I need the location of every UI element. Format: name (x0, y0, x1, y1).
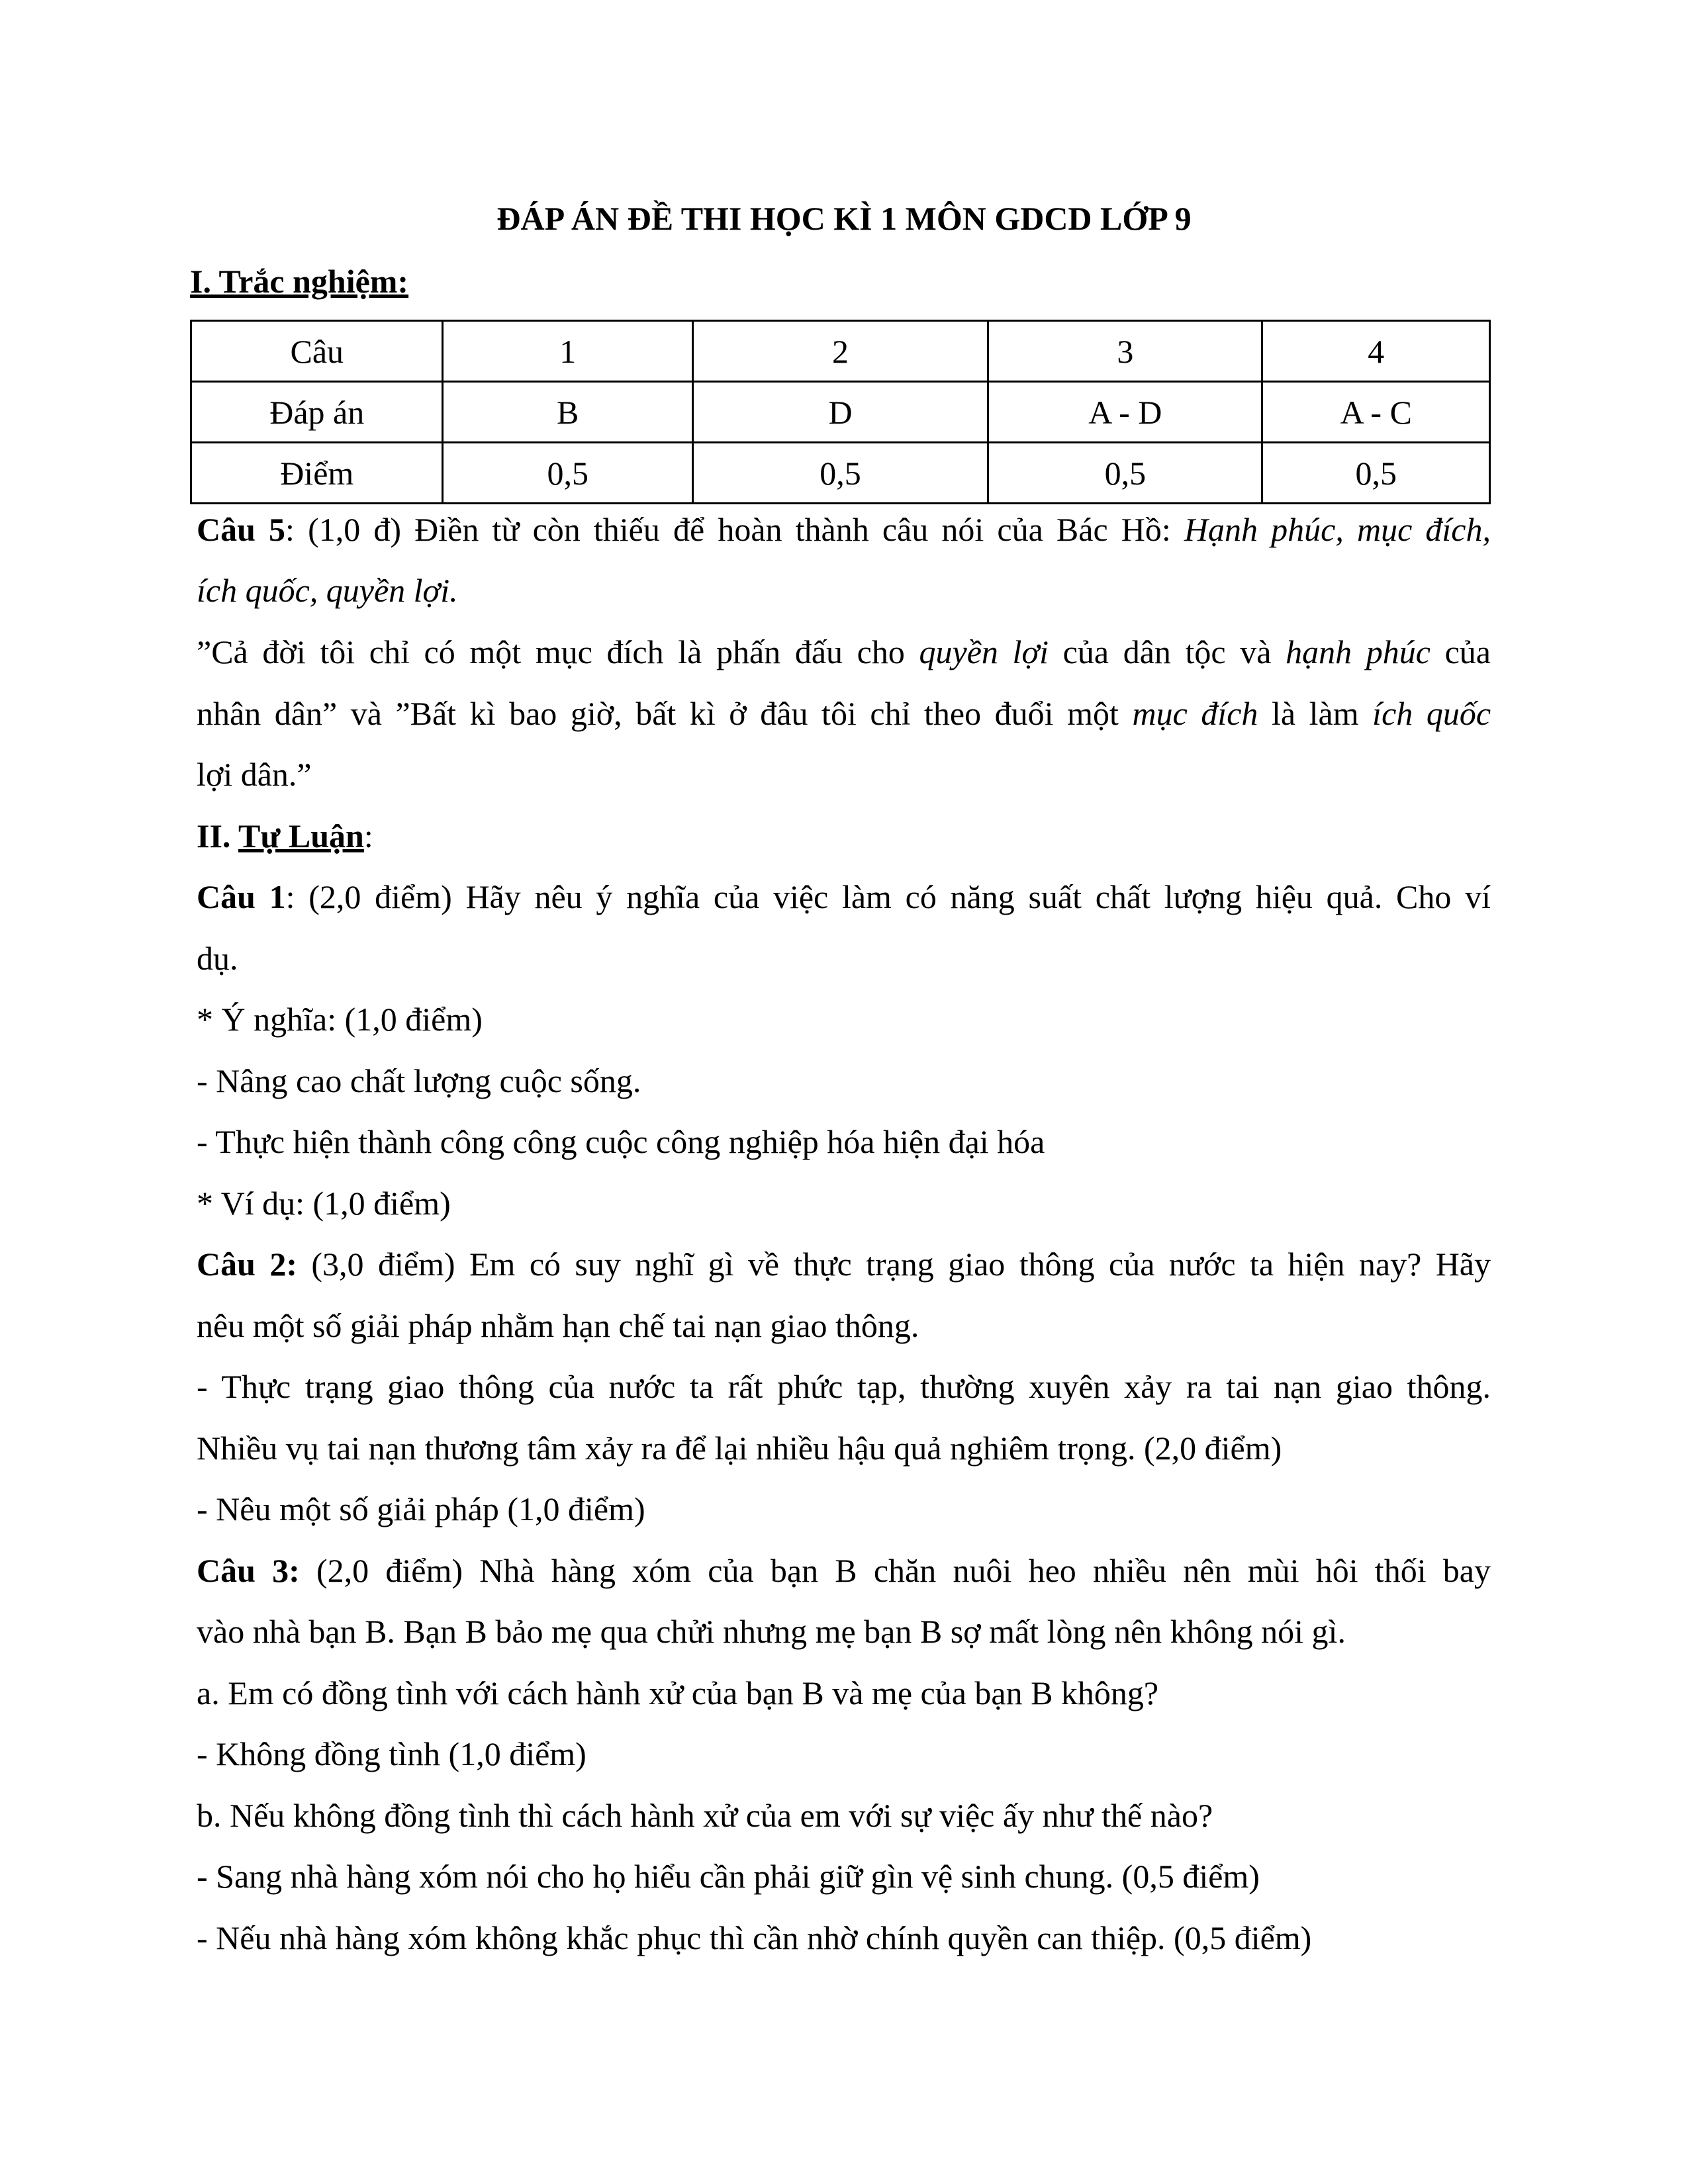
essay-question2-cont: nêu một số giải pháp nhằm hạn chế tai nạn giao thông. (197, 1307, 919, 1344)
table-row-answer (191, 382, 1490, 443)
answer-line: Nhiều vụ tai nạn thương tâm xảy ra để lại nhiều hậu quả nghiêm trọng. (2,0 điểm) (197, 1430, 1282, 1467)
question5-line5: lợi dân.” (197, 756, 312, 793)
essay-question1 (197, 877, 1491, 917)
question-label: Câu 2: (197, 1246, 297, 1283)
question-text: (3,0 điểm) Em có suy nghĩ gì về thực trạng giao thông của nước ta hiện nay? Hãy (297, 1246, 1491, 1283)
table-cell: 0,5 (988, 443, 1262, 504)
page-title: ĐÁP ÁN ĐỀ THI HỌC KÌ 1 MÔN GDCD LỚP 9 (496, 200, 1192, 237)
question-text: : (1,0 đ) Điền từ còn thiếu để hoàn thành câu nói của Bác Hồ: (285, 511, 1184, 548)
quote-text: của (1430, 633, 1491, 670)
quote-text: nhân dân” và ”Bất kì bao giờ, bất kì ở đâu tôi chỉ theo đuổi một (197, 695, 1133, 732)
essay-question2 (197, 1244, 1491, 1284)
answer-line: - Sang nhà hàng xóm nói cho họ hiểu cần phải giữ gìn vệ sinh chung. (0,5 điểm) (197, 1858, 1260, 1895)
answer-line: - Thực hiện thành công công cuộc công nghiệp hóa hiện đại hóa (197, 1123, 1045, 1160)
question-text: (2,0 điểm) Nhà hàng xóm của bạn B chăn nuôi heo nhiều nên mùi hôi thối bay (299, 1552, 1491, 1589)
question5-line3 (197, 632, 1491, 672)
table-cell: Đáp án (191, 382, 443, 443)
answer-line: - Nêu một số giải pháp (1,0 điểm) (197, 1490, 645, 1527)
table-cell: A - D (988, 382, 1262, 443)
section-heading-essay (197, 816, 373, 856)
table-cell: D (692, 382, 988, 443)
table-cell: 2 (692, 321, 988, 382)
quote-text: của dân tộc và (1049, 633, 1286, 670)
answer-line: - Nâng cao chất lượng cuộc sống. (197, 1062, 641, 1099)
answer-line: * Ví dụ: (1,0 điểm) (197, 1185, 451, 1222)
italic-text: quyền lợi (919, 633, 1049, 670)
table-cell: 4 (1262, 321, 1490, 382)
section-heading-text: Tự Luận (238, 817, 364, 854)
question5-line1 (197, 510, 1491, 549)
italic-text: ích quốc, quyền lợi. (197, 572, 458, 609)
answer-line: a. Em có đồng tình với cách hành xử của bạn B và mẹ của bạn B không? (197, 1674, 1159, 1711)
italic-text: mục đích (1132, 695, 1258, 732)
section-heading-multiple-choice (190, 261, 408, 301)
section-heading-text: I. Trắc nghiệm: (190, 263, 409, 300)
table-cell: Câu (191, 321, 443, 382)
table-cell: A - C (1262, 382, 1490, 443)
table-cell: 3 (988, 321, 1262, 382)
table-cell: 0,5 (692, 443, 988, 504)
answer-line: * Ý nghĩa: (1,0 điểm) (197, 1001, 483, 1038)
answer-line: b. Nếu không đồng tình thì cách hành xử của em với sự việc ấy như thế nào? (197, 1797, 1213, 1834)
answer-line: - Thực trạng giao thông của nước ta rất phức tạp, thường xuyên xảy ra tai nạn giao thông. (197, 1368, 1491, 1405)
table-cell: 0,5 (1262, 443, 1490, 504)
essay-question3 (197, 1551, 1491, 1590)
essay-question1-cont: dụ. (197, 940, 238, 977)
quote-text: là làm (1258, 695, 1373, 732)
italic-text: hạnh phúc (1286, 633, 1430, 670)
answer-table (190, 320, 1491, 504)
answer-line: - Không đồng tình (1,0 điểm) (197, 1735, 586, 1772)
question5-line4 (197, 694, 1491, 733)
section-heading-colon: : (363, 817, 373, 854)
section-number: II. (197, 817, 239, 854)
italic-text: Hạnh phúc, mục đích, (1184, 511, 1491, 548)
table-row-score (191, 443, 1490, 504)
question-label: Câu 3: (197, 1552, 300, 1589)
answer-line: - Nếu nhà hàng xóm không khắc phục thì cần nhờ chính quyền can thiệp. (0,5 điểm) (197, 1919, 1312, 1956)
question5-line2 (197, 570, 458, 610)
question-text: : (2,0 điểm) Hãy nêu ý nghĩa của việc làm có năng suất chất lượng hiệu quả. Cho ví (285, 878, 1491, 915)
quote-text: ”Cả đời tôi chỉ có một mục đích là phấn đấu cho (197, 633, 919, 670)
essay-question3-cont: vào nhà bạn B. Bạn B bảo mẹ qua chửi nhưng mẹ bạn B sợ mất lòng nên không nói gì. (197, 1613, 1346, 1650)
table-cell: 1 (443, 321, 692, 382)
table-cell: 0,5 (443, 443, 692, 504)
question-label: Câu 1 (197, 878, 286, 915)
question-label: Câu 5 (197, 511, 286, 548)
italic-text: ích quốc (1372, 695, 1491, 732)
table-cell: B (443, 382, 692, 443)
table-row-question (191, 321, 1490, 382)
table-cell: Điểm (191, 443, 443, 504)
